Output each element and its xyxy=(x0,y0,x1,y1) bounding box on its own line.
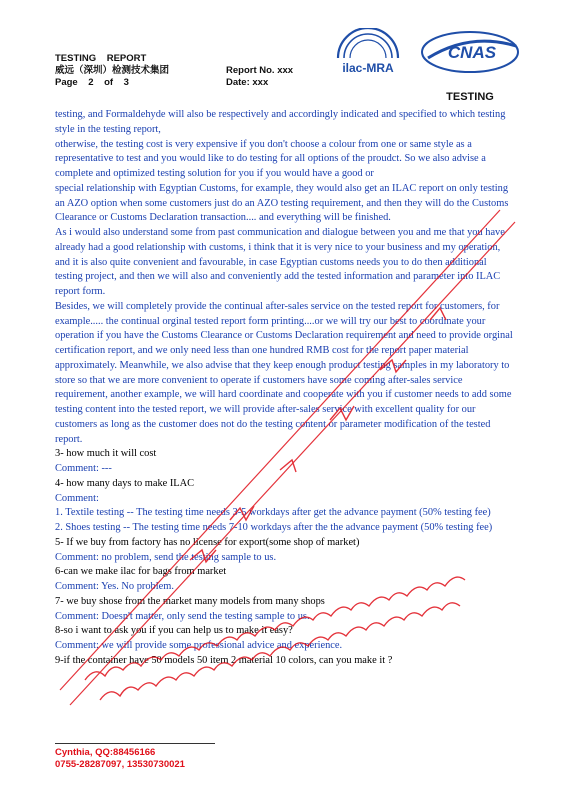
ilac-mra-logo xyxy=(338,28,398,75)
comment-paragraph: Comment: Doesn't matter, only send the testing sample to us. xyxy=(55,610,310,622)
report-title: TESTING REPORT xyxy=(55,53,147,64)
contact-phone: 0755-28287097, 13530730021 xyxy=(55,759,185,770)
accreditation-logos xyxy=(330,28,530,104)
comment-paragraph: As i would also understand some from past communication and dialogue between you and me that you have already had a good relationship with customs, i think that it is very nice to your business and my operation, and it is also quite convenient and favourable, in case Egyptian customs needs you to do then additional testing project, and then we will also and conveniently add the tested information and parameter into ILAC report form. xyxy=(55,227,505,297)
comment-paragraph: Comment: --- xyxy=(55,463,112,474)
comment-paragraph: 2. Shoes testing -- The testing time needs 7-10 workdays after the the advance payment (50% testing fee) xyxy=(55,522,493,533)
report-date: Date: xxx xyxy=(226,77,269,88)
comment-paragraph: Comment: no problem, send the testing sample to us. xyxy=(55,551,277,563)
footer-divider xyxy=(55,743,215,744)
question-line: 5- If we buy from factory has no license for export(some shop of market) xyxy=(55,536,360,548)
question-line: 7- we buy shose from the market many models from many shops xyxy=(55,595,325,607)
page-indicator: Page 2 of 3 xyxy=(55,77,129,88)
question-line: 6-can we make ilac for bags from market xyxy=(55,566,227,578)
comment-paragraph: testing, and Formaldehyde will also be respectively and accordingly indicated and specified to which testing style in the testing report, xyxy=(55,109,506,135)
comment-paragraph: Comment: xyxy=(55,492,99,504)
question-line: 8-so i want to ask you if you can help us to make it easy? xyxy=(55,625,293,637)
question-line: 9-if the container have 50 models 50 item 2 material 10 colors, can you make it ? xyxy=(55,654,393,666)
report-header-left xyxy=(55,53,235,89)
cnas-text: CNAS xyxy=(447,43,497,62)
testing-label: TESTING xyxy=(446,91,494,103)
contact-name: Cynthia, QQ:88456166 xyxy=(55,747,156,758)
report-number: Report No. xxx xyxy=(226,65,294,76)
comment-paragraph: 1. Textile testing -- The testing time needs 3-5 workdays after get the advance payment (50% testing fee) xyxy=(55,507,491,519)
cnas-logo xyxy=(422,32,518,72)
report-header-right xyxy=(226,65,346,89)
ilac-cnas-logo xyxy=(330,28,530,104)
comment-paragraph: special relationship with Egyptian Customs, for example, they would also get an ILAC report on only testing an AZO option when some customers just do an AZO testing requirement, and then they will do the Customs Clearance or Customs Declaration transaction.... and everything will be finished. xyxy=(55,182,509,224)
contact-footer xyxy=(55,747,185,771)
comment-paragraph: otherwise, the testing cost is very expensive if you don't choose a colour from one or same style as a representative to test and you would like to do testing for all options of the proudct. So we also advise a complete and optimized testing solution for you if you would have a good or xyxy=(55,138,486,179)
question-line: 3- how much it will cost xyxy=(55,448,157,460)
ilac-text: ilac-MRA xyxy=(342,61,394,75)
question-line: 4- how many days to make ILAC xyxy=(55,477,195,489)
comment-paragraph: Comment: Yes. No problem. xyxy=(55,581,174,592)
report-body xyxy=(55,108,515,669)
comment-paragraph: Comment: we will provide some professional advice and experience. xyxy=(55,640,343,651)
comment-paragraph: Besides, we will completely provide the continual after-sales service on the tested report for customers, for example..... the continual orginal tested report form printing....or we will try our best to coordinate your operation if you have the Customs Clearance or Customs Declaration requirement and need to provide orginal certification report, and we only need less than one hundred RMB cost for the report paper material approximately. Meanwhile, we also advise that they keep enough product testing samples in my laboratory to store so that we are more convenient to operate if customers have some coming after-sales service requirement, another example, we will hard coordinate and cooperate with you if customer needs to add some testing content into the tested report, we will provide after-sales service with excellent quality for our customers as long as the customer does not do the testing content or parameter modification of the tested report. xyxy=(55,300,513,445)
company-name: 威远（深圳）检测技术集团 xyxy=(55,65,170,76)
